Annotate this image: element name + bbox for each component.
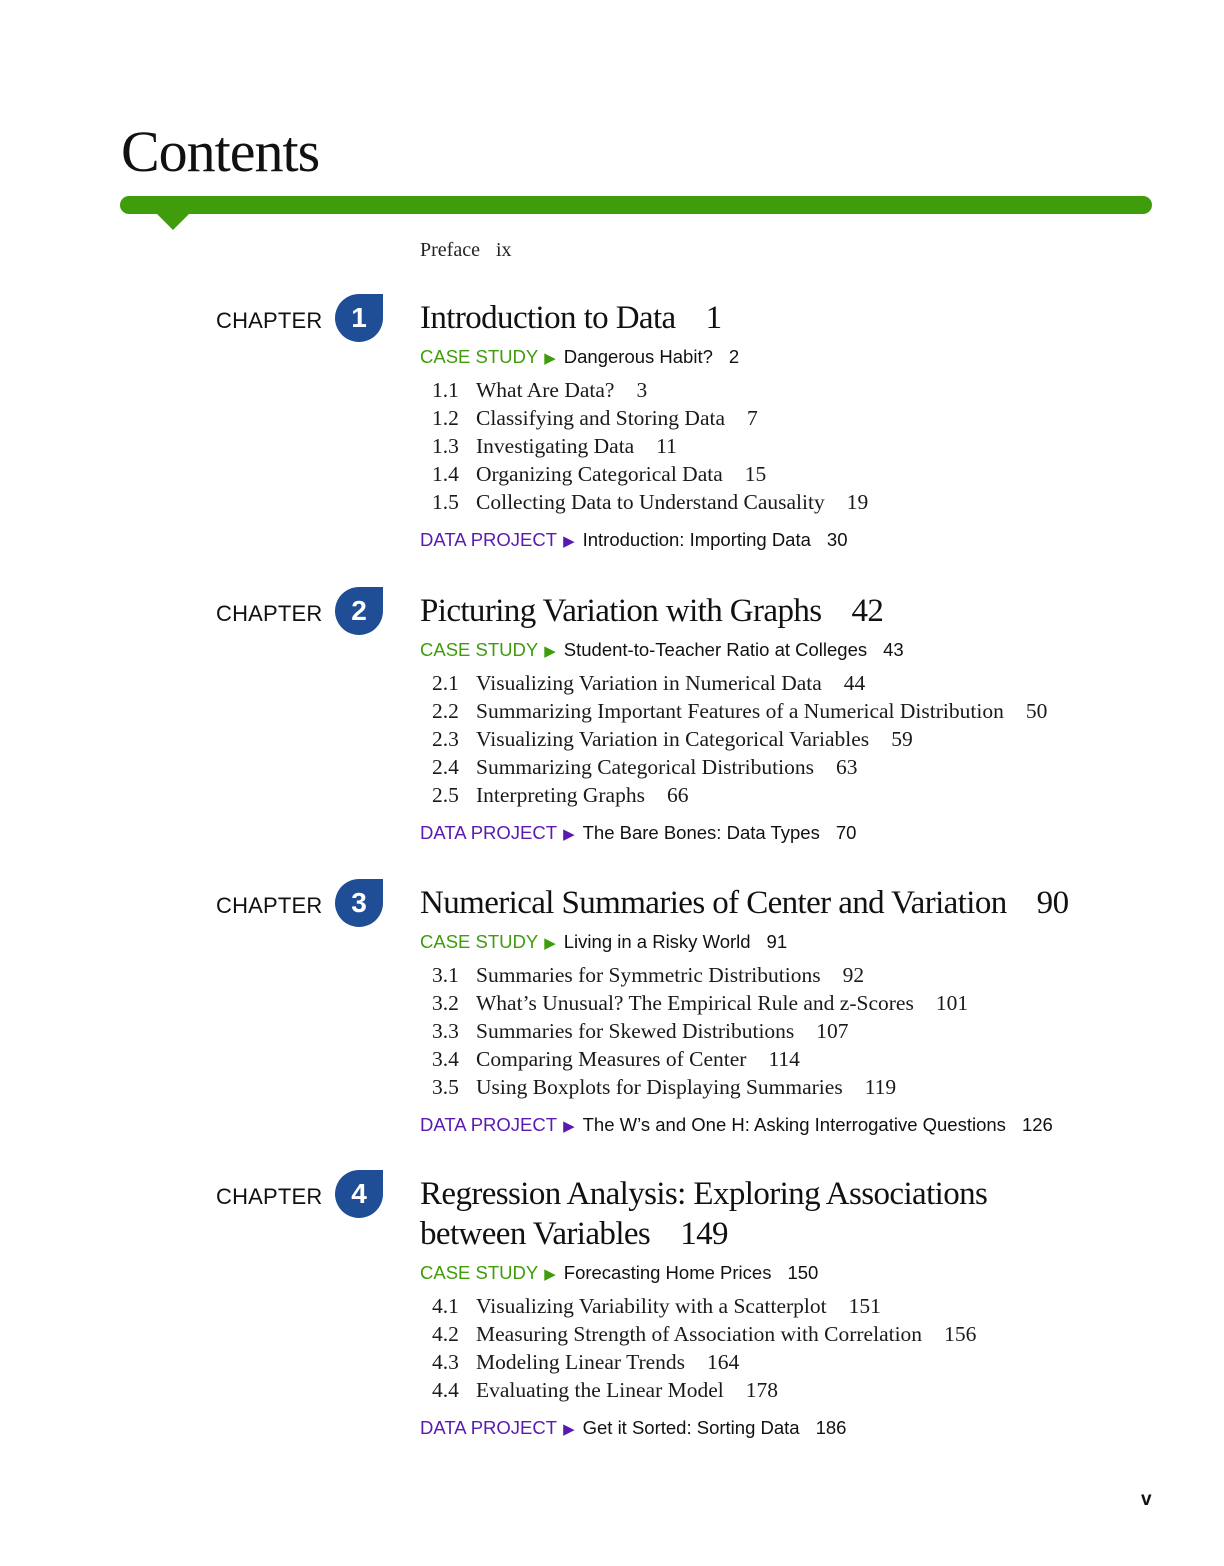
section-number: 3.1 <box>432 963 459 987</box>
arrow-right-icon: ▶ <box>544 1266 556 1283</box>
section-number: 4.4 <box>432 1378 459 1402</box>
section-page: 63 <box>835 755 858 779</box>
chapter-label: CHAPTER <box>216 893 323 918</box>
data-project-title: The Bare Bones: Data Types <box>582 822 820 843</box>
chapter-label: CHAPTER <box>216 308 323 333</box>
case-study-entry[interactable] <box>420 931 787 953</box>
section-title: Classifying and Storing Data <box>476 406 726 430</box>
data-project-page: 186 <box>815 1417 847 1438</box>
chapter-number-badge: 1 <box>335 294 383 342</box>
section-title: What’s Unusual? The Empirical Rule and z-Scores <box>476 991 914 1015</box>
section-title: What Are Data? <box>476 378 615 402</box>
section-number: 4.2 <box>432 1322 459 1346</box>
arrow-right-icon: ▶ <box>563 1118 575 1135</box>
case-study-entry[interactable] <box>420 346 739 368</box>
case-study-title: Dangerous Habit? <box>563 346 713 367</box>
section-entry[interactable] <box>432 669 1047 697</box>
page-number: v <box>1141 1489 1152 1510</box>
section-entry[interactable] <box>432 376 868 404</box>
section-number: 3.3 <box>432 1019 459 1043</box>
section-title: Summarizing Categorical Distributions <box>476 755 814 779</box>
chapter-title[interactable] <box>420 298 1140 338</box>
arrow-right-icon: ▶ <box>563 533 575 550</box>
chapter-title[interactable] <box>420 1174 1140 1254</box>
section-number: 2.4 <box>432 755 459 779</box>
section-title: Summaries for Skewed Distributions <box>476 1019 795 1043</box>
section-page: 114 <box>768 1047 800 1071</box>
section-number: 2.3 <box>432 727 459 751</box>
preface-page: ix <box>495 239 512 261</box>
chapter-title-text: Numerical Summaries of Center and Variation <box>420 885 1007 921</box>
section-page: 7 <box>747 406 758 430</box>
case-study-label: CASE STUDY <box>420 931 539 952</box>
chapter-number-badge: 3 <box>335 879 383 927</box>
section-entry[interactable] <box>432 697 1047 725</box>
section-title: Collecting Data to Understand Causality <box>476 490 825 514</box>
section-page: 3 <box>636 378 648 402</box>
section-title: Using Boxplots for Displaying Summaries <box>476 1075 843 1099</box>
case-study-page: 91 <box>766 931 788 952</box>
data-project-label: DATA PROJECT <box>420 1114 558 1135</box>
section-page: 151 <box>848 1294 881 1318</box>
preface-entry[interactable] <box>420 239 512 262</box>
section-title: Visualizing Variation in Categorical Variables <box>476 727 870 751</box>
section-title: Visualizing Variability with a Scatterplot <box>476 1294 827 1318</box>
chapter-title-text: Regression Analysis: Exploring Associations <box>420 1176 988 1212</box>
section-entry[interactable] <box>432 725 1047 753</box>
section-entry[interactable] <box>432 961 968 989</box>
data-project-page: 30 <box>826 529 848 550</box>
section-page: 178 <box>745 1378 779 1402</box>
section-page: 101 <box>935 991 969 1015</box>
section-number: 1.4 <box>432 462 459 486</box>
preface-label: Preface <box>420 239 480 261</box>
case-study-title: Living in a Risky World <box>563 931 751 952</box>
case-study-title: Student-to-Teacher Ratio at Colleges <box>563 639 868 660</box>
section-entry[interactable] <box>432 1292 976 1320</box>
title-rule-notch <box>156 213 190 230</box>
section-page: 44 <box>843 671 866 695</box>
chapter-number-badge: 2 <box>335 587 383 635</box>
section-number: 2.2 <box>432 699 459 723</box>
section-page: 59 <box>891 727 913 751</box>
section-entry[interactable] <box>432 1073 968 1101</box>
case-study-page: 2 <box>728 346 740 367</box>
data-project-title: The W’s and One H: Asking Interrogative Questions <box>582 1114 1006 1135</box>
chapter-page: 90 <box>1036 885 1069 921</box>
section-number: 2.5 <box>432 783 459 807</box>
section-page: 50 <box>1025 699 1048 723</box>
chapter-title-text: Introduction to Data <box>420 300 676 336</box>
section-number: 3.5 <box>432 1075 459 1099</box>
data-project-title: Introduction: Importing Data <box>582 529 811 550</box>
section-page: 11 <box>656 434 677 458</box>
section-page: 107 <box>816 1019 849 1043</box>
data-project-label: DATA PROJECT <box>420 1417 558 1438</box>
section-entry[interactable] <box>432 781 1047 809</box>
chapter-label: CHAPTER <box>216 1184 323 1209</box>
section-title: Visualizing Variation in Numerical Data <box>476 671 822 695</box>
data-project-entry[interactable] <box>420 1417 846 1439</box>
section-number: 2.1 <box>432 671 459 695</box>
section-page: 164 <box>707 1350 740 1374</box>
section-number: 1.5 <box>432 490 459 514</box>
data-project-entry[interactable] <box>420 1114 1053 1136</box>
section-list <box>432 961 968 1101</box>
arrow-right-icon: ▶ <box>563 1421 575 1438</box>
section-page: 92 <box>842 963 865 987</box>
section-page: 156 <box>944 1322 977 1346</box>
title-rule <box>120 196 1152 214</box>
chapter-page: 1 <box>705 300 722 336</box>
case-study-label: CASE STUDY <box>420 346 539 367</box>
data-project-label: DATA PROJECT <box>420 529 558 550</box>
page-title: Contents <box>121 119 320 184</box>
case-study-title: Forecasting Home Prices <box>563 1262 772 1283</box>
section-title: Summaries for Symmetric Distributions <box>476 963 821 987</box>
chapter-title-text: Picturing Variation with Graphs <box>420 593 822 629</box>
arrow-right-icon: ▶ <box>544 643 556 660</box>
case-study-page: 150 <box>787 1262 819 1283</box>
section-number: 3.2 <box>432 991 459 1015</box>
section-page: 66 <box>666 783 689 807</box>
section-list <box>432 376 868 516</box>
chapter-title[interactable] <box>420 591 1140 631</box>
section-title: Comparing Measures of Center <box>476 1047 747 1071</box>
section-number: 1.1 <box>432 378 459 402</box>
case-study-entry[interactable] <box>420 639 904 661</box>
section-list <box>432 1292 976 1404</box>
data-project-page: 70 <box>835 822 857 843</box>
section-entry[interactable] <box>432 753 1047 781</box>
section-number: 3.4 <box>432 1047 459 1071</box>
section-title: Investigating Data <box>476 434 635 458</box>
section-title: Measuring Strength of Association with Correlation <box>476 1322 923 1346</box>
section-page: 119 <box>864 1075 897 1099</box>
section-entry[interactable] <box>432 1045 968 1073</box>
chapter-title-text-line2: between Variables <box>420 1216 651 1252</box>
section-page: 19 <box>846 490 869 514</box>
data-project-label: DATA PROJECT <box>420 822 558 843</box>
section-entry[interactable] <box>432 488 868 516</box>
section-title: Interpreting Graphs <box>476 783 645 807</box>
arrow-right-icon: ▶ <box>544 935 556 952</box>
data-project-entry[interactable] <box>420 822 856 844</box>
section-entry[interactable] <box>432 1320 976 1348</box>
arrow-right-icon: ▶ <box>544 350 556 367</box>
section-title: Summarizing Important Features of a Numerical Distribution <box>476 699 1004 723</box>
section-entry[interactable] <box>432 1348 976 1376</box>
chapter-page: 42 <box>851 593 884 629</box>
section-list <box>432 669 1047 809</box>
section-number: 4.1 <box>432 1294 459 1318</box>
chapter-label: CHAPTER <box>216 601 323 626</box>
section-title: Organizing Categorical Data <box>476 462 723 486</box>
case-study-label: CASE STUDY <box>420 1262 539 1283</box>
section-entry[interactable] <box>432 1017 968 1045</box>
section-title: Modeling Linear Trends <box>476 1350 686 1374</box>
section-number: 1.3 <box>432 434 459 458</box>
section-entry[interactable] <box>432 432 868 460</box>
case-study-label: CASE STUDY <box>420 639 539 660</box>
section-entry[interactable] <box>432 460 868 488</box>
chapter-number-badge: 4 <box>335 1170 383 1218</box>
section-entry[interactable] <box>432 989 968 1017</box>
section-entry[interactable] <box>432 404 868 432</box>
section-page: 15 <box>744 462 767 486</box>
data-project-title: Get it Sorted: Sorting Data <box>582 1417 800 1438</box>
chapter-page: 149 <box>680 1216 728 1252</box>
arrow-right-icon: ▶ <box>563 826 575 843</box>
case-study-page: 43 <box>883 639 904 660</box>
section-number: 1.2 <box>432 406 459 430</box>
section-number: 4.3 <box>432 1350 459 1374</box>
section-title: Evaluating the Linear Model <box>476 1378 724 1402</box>
section-entry[interactable] <box>432 1376 976 1404</box>
chapter-title[interactable] <box>420 883 1140 923</box>
data-project-entry[interactable] <box>420 529 847 551</box>
case-study-entry[interactable] <box>420 1262 818 1284</box>
data-project-page: 126 <box>1021 1114 1053 1135</box>
